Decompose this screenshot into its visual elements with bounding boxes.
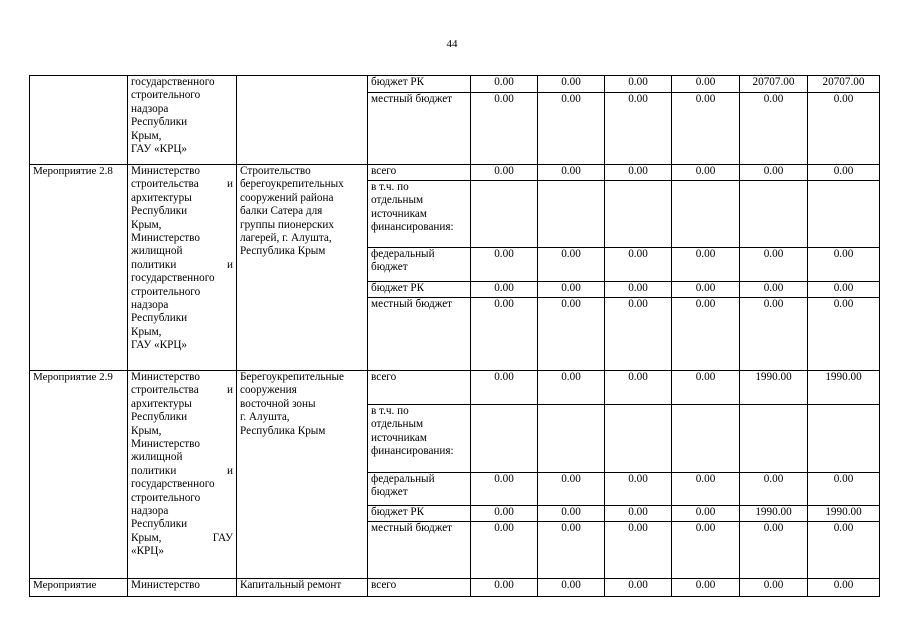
- source-label: всего: [368, 579, 471, 597]
- value-cell: [605, 181, 672, 248]
- value-cell: 0.00: [605, 76, 672, 93]
- event-cell: Мероприятие: [30, 579, 128, 597]
- value-cell: 0.00: [672, 93, 740, 165]
- value-cell: 0.00: [672, 282, 740, 298]
- value-cell: 0.00: [808, 165, 880, 181]
- value-cell: 0.00: [672, 76, 740, 93]
- value-cell: 0.00: [605, 371, 672, 405]
- value-cell: 0.00: [471, 579, 538, 597]
- value-cell: 0.00: [538, 579, 605, 597]
- value-cell: [605, 405, 672, 473]
- value-cell: 0.00: [538, 298, 605, 371]
- project-cell: Капитальный ремонт: [237, 579, 368, 597]
- value-cell: 0.00: [672, 473, 740, 506]
- value-cell: 1990.00: [740, 506, 808, 522]
- value-cell: 0.00: [471, 473, 538, 506]
- value-cell: 0.00: [808, 282, 880, 298]
- value-cell: 0.00: [740, 282, 808, 298]
- value-cell: [672, 181, 740, 248]
- value-cell: 0.00: [605, 165, 672, 181]
- value-cell: 0.00: [672, 298, 740, 371]
- value-cell: 0.00: [605, 93, 672, 165]
- value-cell: 0.00: [672, 165, 740, 181]
- value-cell: 0.00: [808, 248, 880, 282]
- organization-cell: Министерство: [128, 579, 237, 597]
- table-row: [30, 165, 880, 181]
- value-cell: [808, 405, 880, 473]
- value-cell: 0.00: [740, 579, 808, 597]
- value-cell: 0.00: [672, 506, 740, 522]
- project-cell: [237, 76, 368, 165]
- value-cell: 0.00: [471, 371, 538, 405]
- source-label: бюджет РК: [368, 282, 471, 298]
- source-label: местный бюджет: [368, 298, 471, 371]
- source-label: бюджет РК: [368, 506, 471, 522]
- value-cell: 0.00: [471, 93, 538, 165]
- value-cell: 0.00: [672, 522, 740, 579]
- value-cell: 0.00: [538, 473, 605, 506]
- value-cell: 0.00: [538, 93, 605, 165]
- value-cell: 1990.00: [808, 371, 880, 405]
- value-cell: 0.00: [605, 506, 672, 522]
- table-row: [30, 579, 880, 597]
- organization-cell: Министерство строительства и архитектуры Республики Крым, Министерство жилищной политики и государственного строительного надзора Республики Крым, ГАУ «КРЦ»: [128, 165, 237, 371]
- value-cell: 0.00: [740, 522, 808, 579]
- value-cell: 0.00: [605, 473, 672, 506]
- source-label: местный бюджет: [368, 522, 471, 579]
- event-cell: Мероприятие 2.9: [30, 371, 128, 579]
- value-cell: 0.00: [471, 165, 538, 181]
- value-cell: 0.00: [672, 579, 740, 597]
- value-cell: 0.00: [740, 93, 808, 165]
- organization-cell: Министерство строительства и архитектуры Республики Крым, Министерство жилищной политики и государственного строительного надзора Республики Крым, ГАУ «КРЦ»: [128, 371, 237, 579]
- project-cell: Строительство берегоукрепительных сооружений района балки Сатера для группы пионерских лагерей, г. Алушта, Республика Крым: [237, 165, 368, 371]
- value-cell: 0.00: [740, 298, 808, 371]
- organization-cell: государственного строительного надзора Республики Крым, ГАУ «КРЦ»: [128, 76, 237, 165]
- event-cell: Мероприятие 2.8: [30, 165, 128, 371]
- value-cell: [538, 405, 605, 473]
- value-cell: [672, 405, 740, 473]
- value-cell: 20707.00: [808, 76, 880, 93]
- value-cell: 0.00: [672, 248, 740, 282]
- value-cell: 1990.00: [808, 506, 880, 522]
- value-cell: 20707.00: [740, 76, 808, 93]
- value-cell: [740, 181, 808, 248]
- value-cell: 0.00: [808, 93, 880, 165]
- financing-table: [29, 75, 880, 597]
- value-cell: 0.00: [808, 473, 880, 506]
- value-cell: 0.00: [538, 248, 605, 282]
- value-cell: 0.00: [471, 522, 538, 579]
- value-cell: [808, 181, 880, 248]
- source-label: в т.ч. по отдельным источникам финансирования:: [368, 181, 471, 248]
- value-cell: 0.00: [605, 298, 672, 371]
- source-label: местный бюджет: [368, 93, 471, 165]
- value-cell: 0.00: [538, 76, 605, 93]
- value-cell: [538, 181, 605, 248]
- source-label: федеральный бюджет: [368, 248, 471, 282]
- project-cell: Берегоукрепительные сооружения восточной зоны г. Алушта, Республика Крым: [237, 371, 368, 579]
- value-cell: 0.00: [605, 522, 672, 579]
- table-row: [30, 76, 880, 93]
- value-cell: 0.00: [471, 248, 538, 282]
- table-row: [30, 371, 880, 405]
- value-cell: [740, 405, 808, 473]
- value-cell: 0.00: [808, 579, 880, 597]
- source-label: бюджет РК: [368, 76, 471, 93]
- value-cell: 0.00: [471, 298, 538, 371]
- value-cell: 0.00: [471, 282, 538, 298]
- value-cell: 0.00: [740, 165, 808, 181]
- value-cell: 0.00: [740, 473, 808, 506]
- value-cell: 0.00: [538, 371, 605, 405]
- value-cell: 1990.00: [740, 371, 808, 405]
- page-number: 44: [446, 38, 458, 50]
- value-cell: 0.00: [605, 282, 672, 298]
- value-cell: 0.00: [538, 282, 605, 298]
- source-label: в т.ч. по отдельным источникам финансирования:: [368, 405, 471, 473]
- value-cell: 0.00: [538, 506, 605, 522]
- value-cell: 0.00: [808, 522, 880, 579]
- value-cell: 0.00: [471, 506, 538, 522]
- source-label: федеральный бюджет: [368, 473, 471, 506]
- value-cell: 0.00: [538, 165, 605, 181]
- source-label: всего: [368, 165, 471, 181]
- value-cell: 0.00: [605, 248, 672, 282]
- value-cell: [471, 405, 538, 473]
- source-label: всего: [368, 371, 471, 405]
- value-cell: 0.00: [740, 248, 808, 282]
- value-cell: 0.00: [672, 371, 740, 405]
- value-cell: [471, 181, 538, 248]
- value-cell: 0.00: [471, 76, 538, 93]
- value-cell: 0.00: [808, 298, 880, 371]
- event-cell: [30, 76, 128, 165]
- value-cell: 0.00: [605, 579, 672, 597]
- value-cell: 0.00: [538, 522, 605, 579]
